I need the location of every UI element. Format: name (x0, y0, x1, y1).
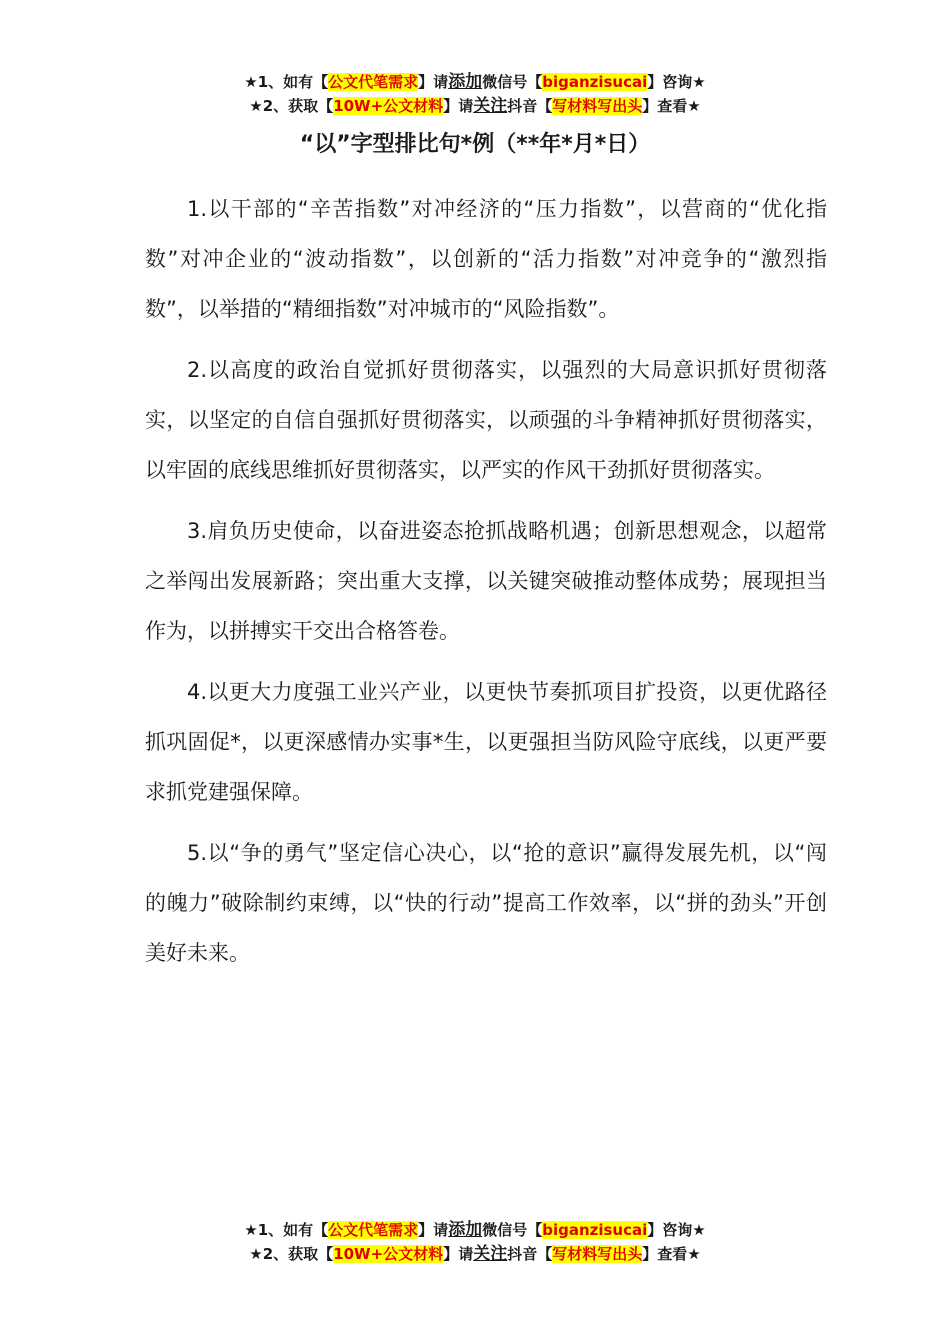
header-banner (0, 70, 950, 118)
footer-banner (0, 1218, 950, 1266)
banner-text: ★1、如有【 (244, 1221, 329, 1239)
banner-highlight: biganzisucai (542, 1221, 648, 1239)
banner-highlight: 写材料写出头 (552, 97, 643, 115)
banner-text: 】请 (443, 1245, 474, 1263)
banner-highlight: 10W+公文材料 (333, 97, 444, 115)
banner-highlight: 10W+公文材料 (333, 1245, 444, 1263)
banner-highlight: 写材料写出头 (552, 1245, 643, 1263)
document-title: “以”字型排比句*例（**年*月*日） (299, 132, 651, 157)
banner-underlined: 关注 (473, 96, 508, 116)
banner-underlined: 添加 (448, 1220, 483, 1240)
banner-line-2 (0, 94, 950, 118)
paragraph-5: 5.以“争的勇气”坚定信心决心，以“抢的意识”赢得发展先机，以“闯的魄力”破除制约束缚，以“快的行动”提高工作效率，以“拼的劲头”开创美好未来。 (145, 841, 827, 965)
paragraph-2: 2.以高度的政治自觉抓好贯彻落实，以强烈的大局意识抓好贯彻落实，以坚定的自信自强抓好贯彻落实，以顽强的斗争精神抓好贯彻落实，以牢固的底线思维抓好贯彻落实，以严实的作风干劲抓好贯彻落实。 (145, 358, 827, 482)
banner-text: 】查看★ (642, 97, 701, 115)
banner-text: 】咨询★ (647, 73, 706, 91)
banner-text: 微信号【 (482, 1221, 543, 1239)
banner-text: 】请 (418, 73, 449, 91)
banner-line-2 (0, 1242, 950, 1266)
banner-text: 抖音【 (507, 1245, 553, 1263)
banner-text: 】咨询★ (647, 1221, 706, 1239)
banner-highlight: biganzisucai (542, 73, 648, 91)
banner-line-1 (0, 1218, 950, 1242)
banner-text: 】查看★ (642, 1245, 701, 1263)
banner-underlined: 关注 (473, 1244, 508, 1264)
banner-text: ★1、如有【 (244, 73, 329, 91)
banner-text: 】请 (418, 1221, 449, 1239)
banner-text: 抖音【 (507, 97, 553, 115)
banner-text: ★2、获取【 (249, 1245, 334, 1263)
document-body (145, 184, 827, 989)
banner-highlight: 公文代笔需求 (328, 73, 419, 91)
paragraph-4: 4.以更大力度强工业兴产业，以更快节奏抓项目扩投资，以更优路径抓巩固促*，以更深感情办实事*生，以更强担当防风险守底线，以更严要求抓党建强保障。 (145, 680, 827, 804)
banner-text: 微信号【 (482, 73, 543, 91)
paragraph-3: 3.肩负历史使命，以奋进姿态抢抓战略机遇；创新思想观念，以超常之举闯出发展新路；突出重大支撑，以关键突破推动整体成势；展现担当作为，以拼搏实干交出合格答卷。 (145, 519, 827, 643)
banner-line-1 (0, 70, 950, 94)
banner-text: 】请 (443, 97, 474, 115)
paragraph-1: 1.以干部的“辛苦指数”对冲经济的“压力指数”，以营商的“优化指数”对冲企业的“波动指数”，以创新的“活力指数”对冲竞争的“激烈指数”，以举措的“精细指数”对冲城市的“风险指数”。 (145, 197, 827, 321)
banner-underlined: 添加 (448, 72, 483, 92)
banner-highlight: 公文代笔需求 (328, 1221, 419, 1239)
banner-text: ★2、获取【 (249, 97, 334, 115)
